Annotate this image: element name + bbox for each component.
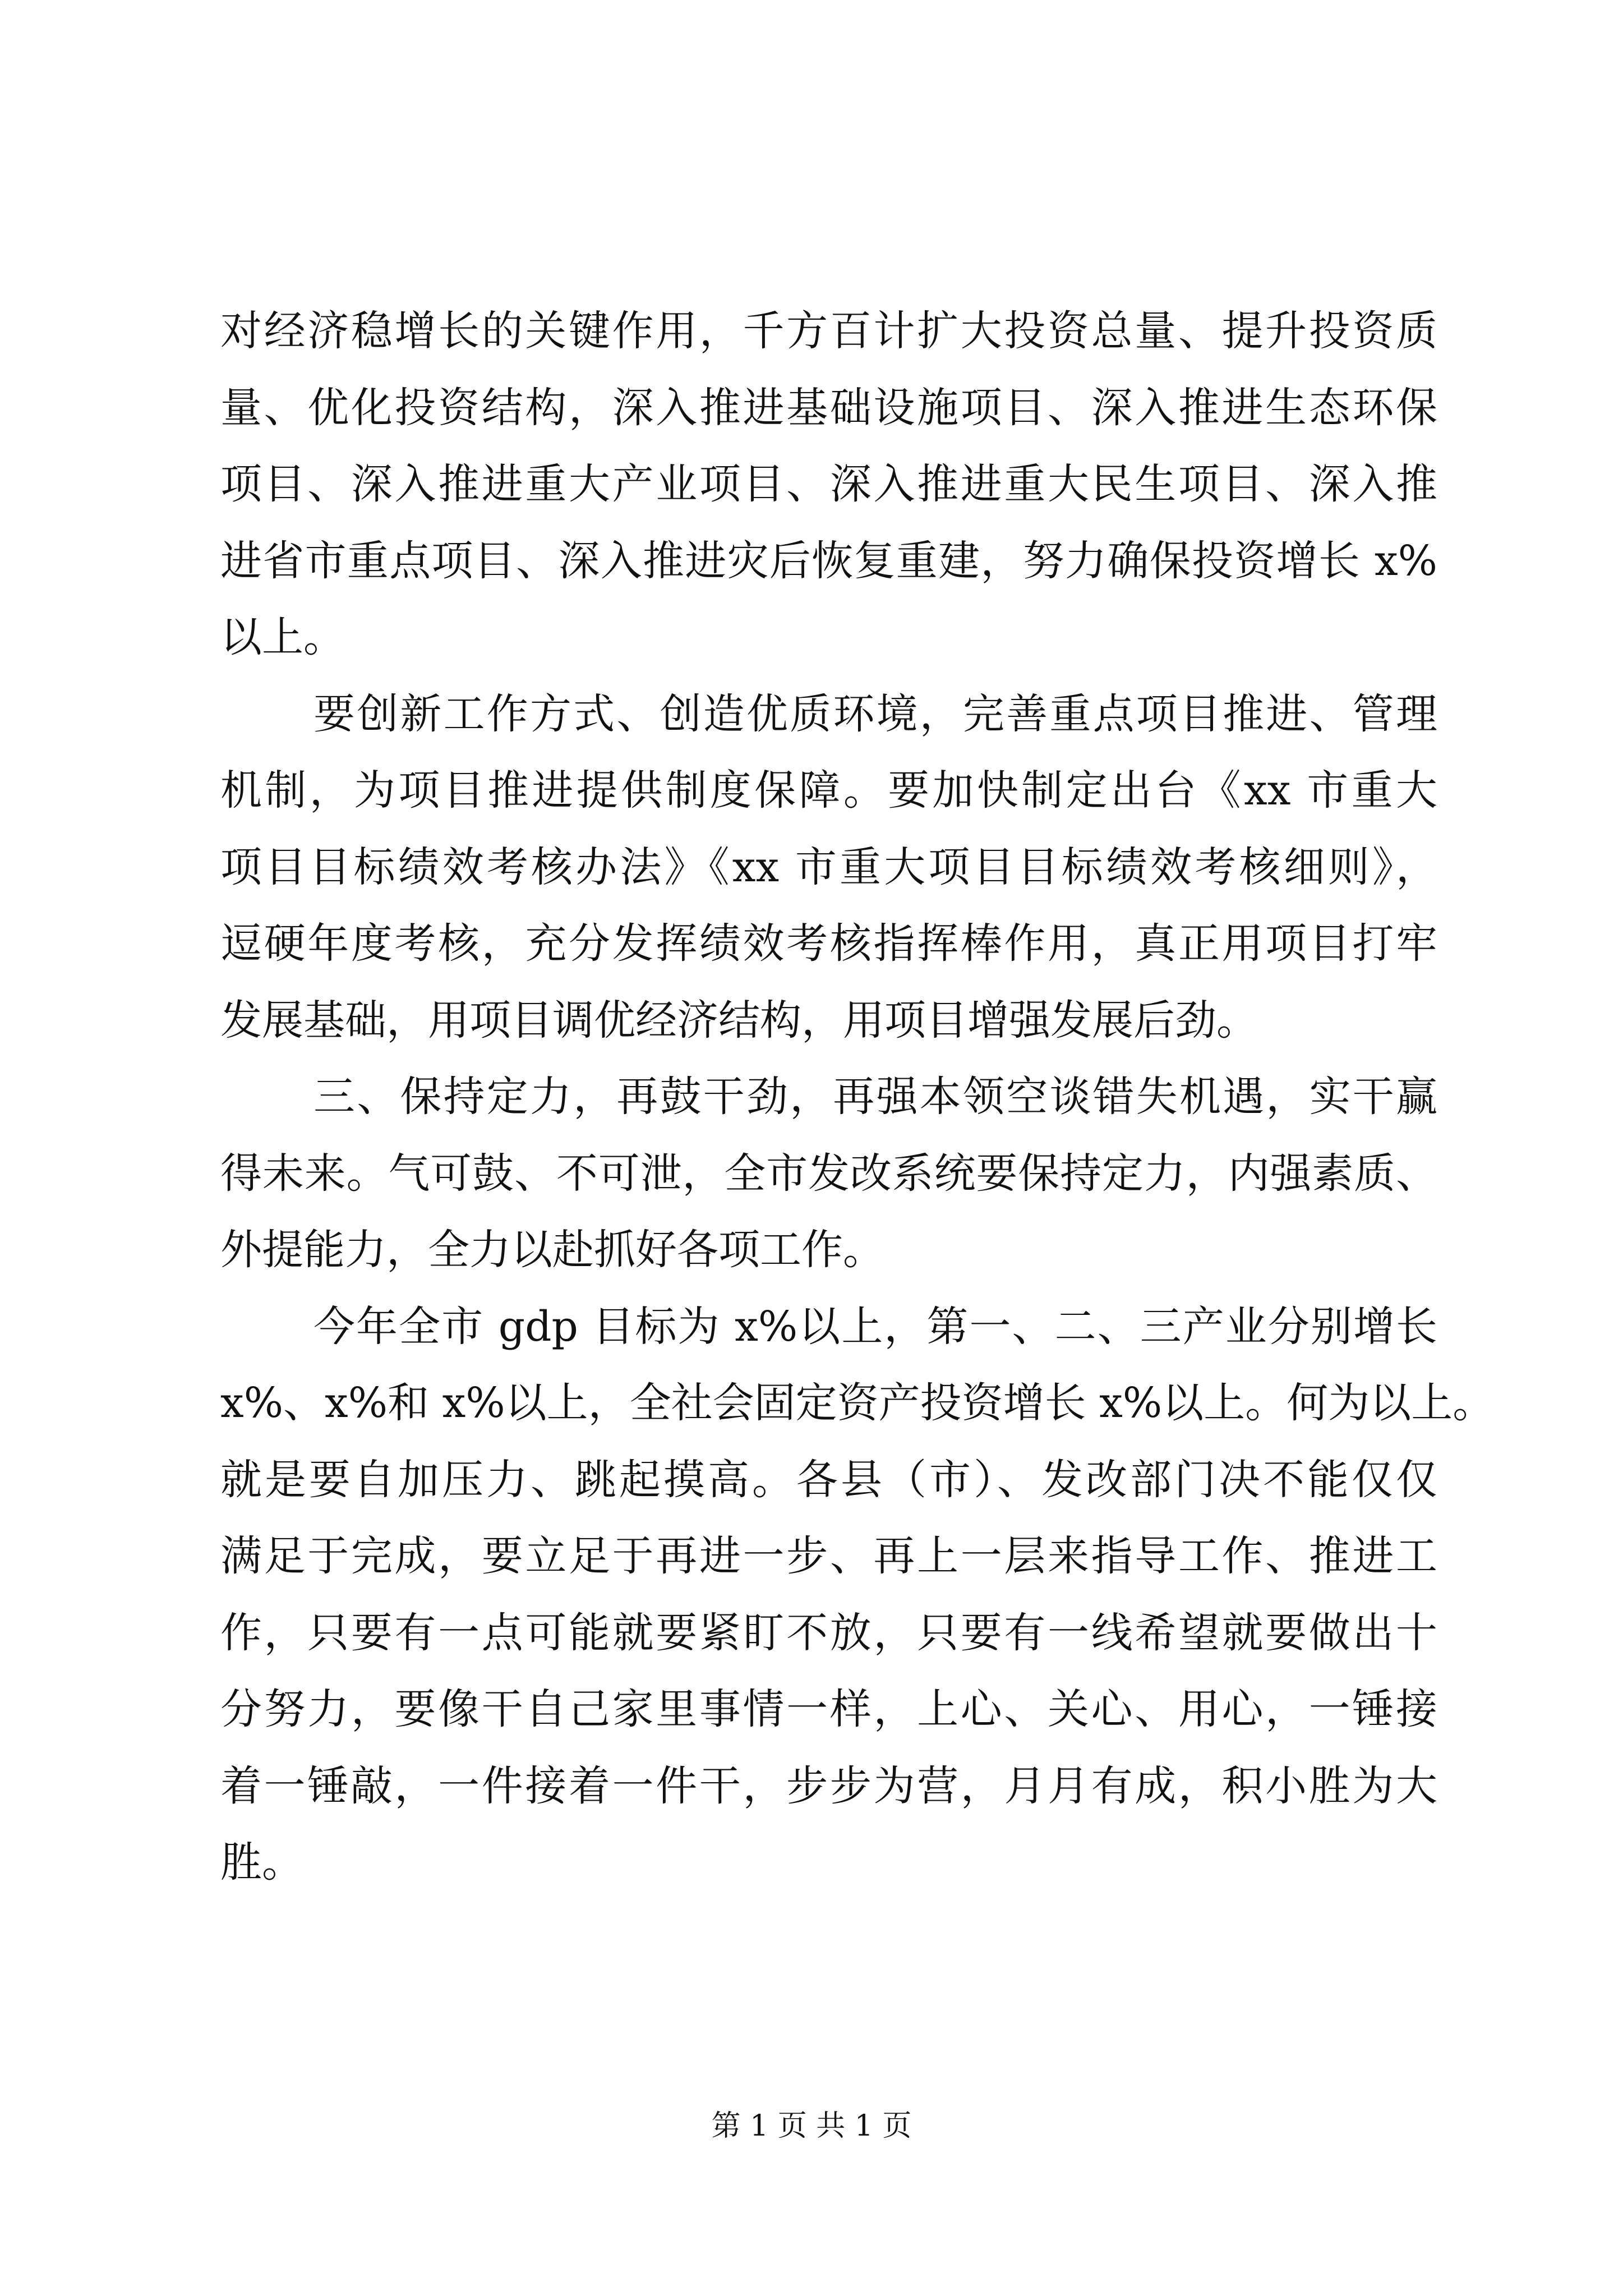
text-line-16: 就是要自加压力、跳起摸高。各县（市）、发改部门决不能仅仅 xyxy=(220,1455,1437,1504)
text-line-11: 三、保持定力，再鼓干劲，再强本领空谈错失机遇，实干赢 xyxy=(313,1073,1437,1121)
text-line-20: 着一锤敲，一件接着一件干，步步为营，月月有成，积小胜为大 xyxy=(220,1761,1437,1810)
document-body xyxy=(220,293,1495,1901)
text-line-17: 满足于完成，要立足于再进一步、再上一层来指导工作、推进工 xyxy=(220,1532,1437,1580)
text-line-15: x%、x%和 x%以上，全社会固定资产投资增长 x%以上。何为以上。 xyxy=(220,1379,1495,1427)
text-line-4: 进省市重点项目、深入推进灾后恢复重建，努力确保投资增长 x% xyxy=(220,536,1437,585)
text-line-13: 外提能力，全力以赴抓好各项工作。 xyxy=(220,1226,884,1274)
text-line-12: 得未来。气可鼓、不可泄，全市发改系统要保持定力，内强素质、 xyxy=(220,1149,1437,1198)
text-line-5: 以上。 xyxy=(220,613,345,661)
text-line-14: 今年全市 gdp 目标为 x%以上，第一、二、三产业分别增长 xyxy=(313,1302,1437,1351)
text-line-18: 作，只要有一点可能就要紧盯不放，只要有一线希望就要做出十 xyxy=(220,1608,1437,1657)
text-line-8: 项目目标绩效考核办法》《xx 市重大项目目标绩效考核细则》， xyxy=(220,843,1437,891)
text-line-9: 逗硬年度考核，充分发挥绩效考核指挥棒作用，真正用项目打牢 xyxy=(220,919,1437,968)
text-line-3: 项目、深入推进重大产业项目、深入推进重大民生项目、深入推 xyxy=(220,460,1437,508)
text-line-6: 要创新工作方式、创造优质环境，完善重点项目推进、管理 xyxy=(313,689,1437,738)
page-footer: 第 1 页 共 1 页 xyxy=(711,2109,912,2143)
text-line-19: 分努力，要像干自己家里事情一样，上心、关心、用心，一锤接 xyxy=(220,1685,1437,1733)
text-line-21: 胜。 xyxy=(220,1838,303,1887)
text-line-10: 发展基础，用项目调优经济结构，用项目增强发展后劲。 xyxy=(220,996,1258,1045)
text-line-1: 对经济稳增长的关键作用，千方百计扩大投资总量、提升投资质 xyxy=(220,307,1437,355)
text-line-2: 量、优化投资结构，深入推进基础设施项目、深入推进生态环保 xyxy=(220,383,1437,432)
text-line-7: 机制，为项目推进提供制度保障。要加快制定出台《xx 市重大 xyxy=(220,766,1437,815)
